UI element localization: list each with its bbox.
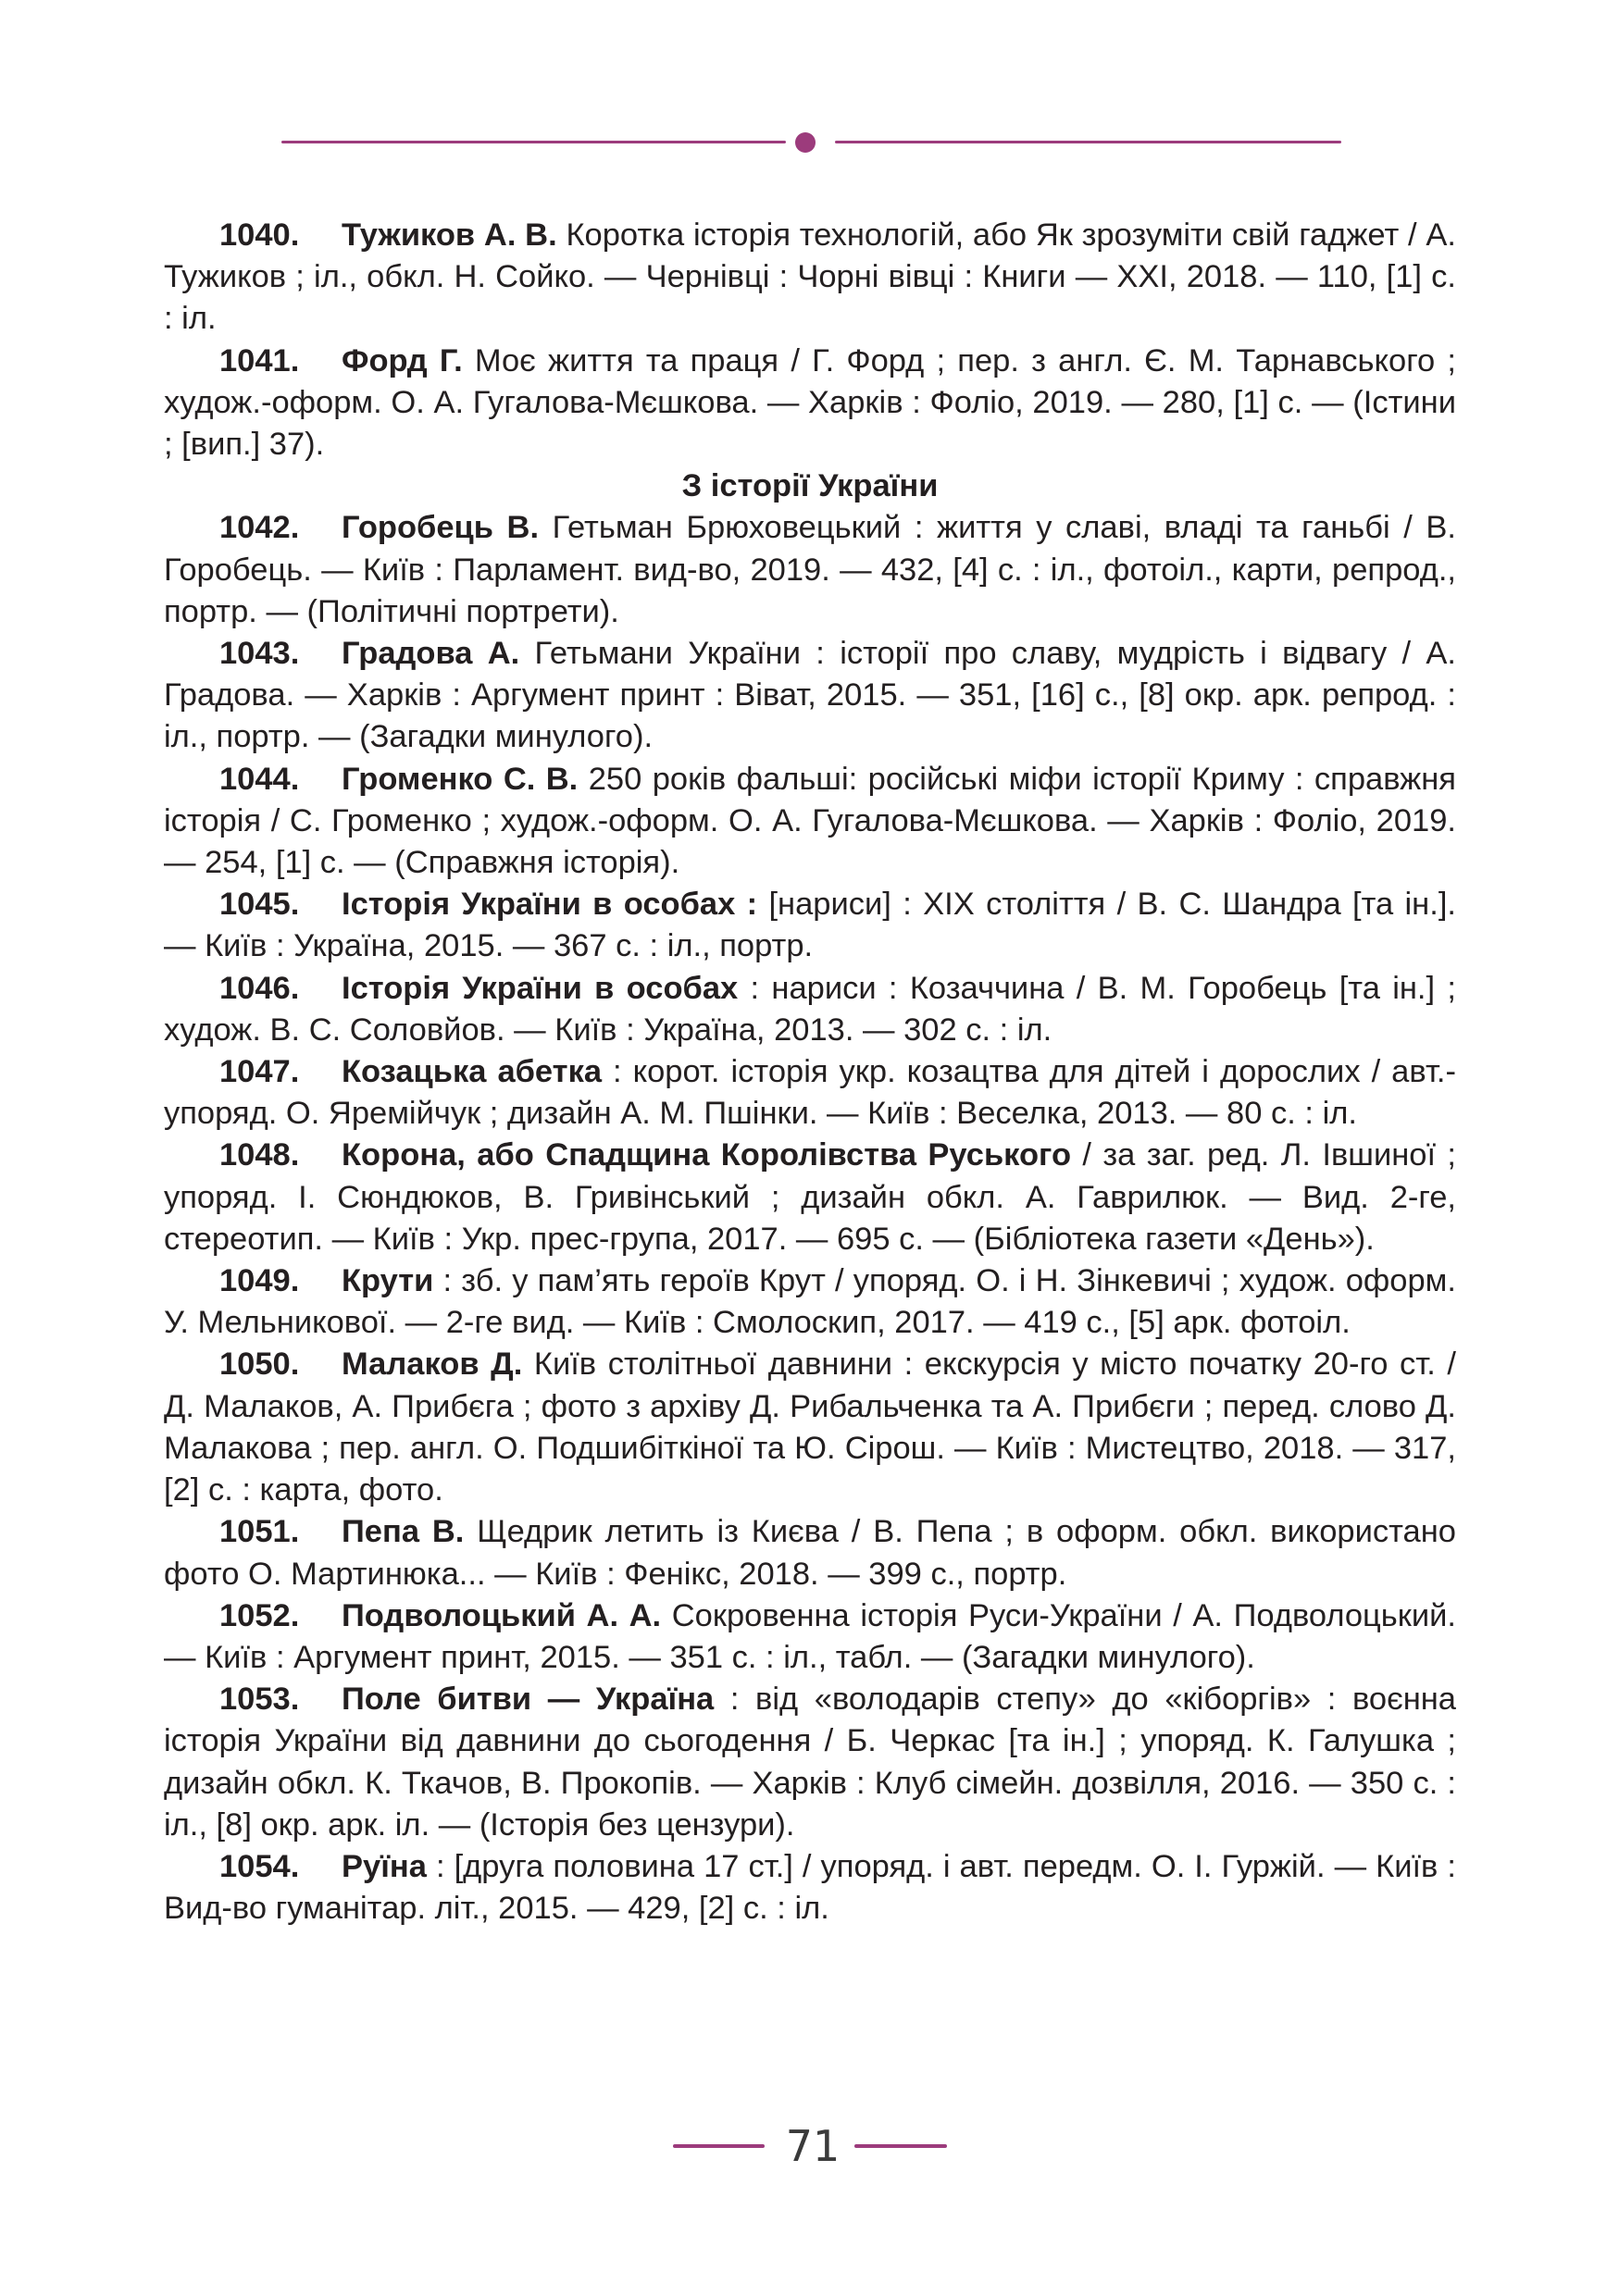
entry-number: 1052. [219,1597,300,1633]
entry-number: 1045. [219,887,300,923]
entry-author: Тужиков А. В. [342,217,557,253]
entry-author: Горобець В. [342,510,540,546]
entry-number: 1051. [219,1514,300,1550]
entry-author: Форд Г. [342,342,463,379]
entry-number: 1047. [219,1054,300,1090]
bibliography-entry [164,1051,1456,1135]
entry-description: Сокровенна історія Руси-України / А. Подволоцький. — Київ : Аргумент принт, 2015. — 351 с. : іл., табл. — (Загадки минулого). [164,1597,1457,1675]
entry-number: 1040. [219,217,300,253]
entry-description: [нариси] : XIX століття / В. С. Шандра [та ін.]. — Київ : Україна, 2015. — 367 с. : іл., портр. [164,887,1456,964]
entry-author: Подволоцький А. А. [342,1597,662,1633]
entry-author: Пепа В. [342,1514,465,1550]
entry-description: : корот. історія укр. козацтва для дітей і дорослих / авт.-упоряд. О. Яремійчук ; дизайн А. М. Пшінки. — Київ : Веселка, 2013. — 80 с. : іл. [164,1054,1456,1132]
entry-author: Громенко С. В. [342,761,579,797]
entry-number: 1043. [219,636,300,672]
bibliography-entry [164,341,1456,466]
entry-description: Київ столітньої давнини : екскурсія у місто початку 20-го ст. / Д. Малаков, А. Прибєга ; фото з архіву Д. Рибальченка та А. Прибєги ; перед. слово Д. Малакова ; пер. англ. О. Подшибіткіної та Ю. Сірош. — Київ : Мистецтво, 2018. — 317, [2] с. : карта, фото. [164,1347,1456,1508]
entry-author: Руїна [342,1848,427,1884]
entry-author: Корона, або Спадщина Королівства Руського [342,1137,1072,1173]
bibliography-entry [164,1679,1456,1846]
entry-number: 1044. [219,761,300,797]
entry-number: 1053. [219,1682,300,1718]
bibliography-entry [164,1135,1456,1260]
bibliography-entry [164,884,1456,967]
bibliography-entry [164,215,1456,341]
footer-left-line [673,2144,765,2148]
entry-description: Щедрик летить із Києва / В. Пепа ; в оформ. обкл. використано фото О. Мартинюка... — Київ : Фенікс, 2018. — 399 с., портр. [164,1514,1456,1592]
top-rule-left-line [281,141,786,143]
bibliography-list [164,215,1456,1930]
entry-description: : [друга половина 17 ст.] / упоряд. і авт. передм. О. І. Гуржій. — Київ : Вид-во гуманітар. літ., 2015. — 429, [2] с. : іл. [164,1848,1456,1927]
entry-number: 1050. [219,1347,300,1383]
entry-author: Історія України в особах : [342,887,758,923]
entry-description: Моє життя та праця / Г. Форд ; пер. з англ. Є. М. Тарнавського ; худож.-оформ. О. А. Гугалова-Мєшкова. — Харків : Фоліо, 2019. — 280, [1] с. — (Істини ; [вип.] 37). [164,342,1456,463]
bibliography-entry [164,1260,1456,1344]
entry-description: Гетьмани України : історії про славу, мудрість і відвагу / А. Градова. — Харків : Аргумент принт : Віват, 2015. — 351, [16] с., [8] окр. арк. репрод. : іл., портр. — (Загадки минулого). [164,636,1456,755]
entry-description: : нариси : Козаччина / В. М. Горобець [та ін.] ; худож. В. С. Соловйов. — Київ : Україна, 2013. — 302 с. : іл. [164,970,1456,1048]
entry-description: : зб. у пам’ять героїв Крут / упоряд. О. і Н. Зінкевичі ; худож. оформ. У. Мельникової. — 2-ге вид. — Київ : Смолоскип, 2017. — 419 с., [5] арк. фотоіл. [164,1263,1456,1341]
entry-description: 250 років фальші: російські міфи історії Криму : справжня історія / С. Громенко ; худож.-оформ. О. А. Гугалова-Мєшкова. — Харків : Фоліо, 2019. — 254, [1] с. — (Справжня історія). [164,761,1456,881]
entry-author: Козацька абетка [342,1054,603,1090]
entry-number: 1046. [219,970,300,1006]
bibliography-entry [164,507,1456,633]
entry-number: 1041. [219,342,300,379]
bibliography-entry [164,633,1456,759]
top-decorative-rule [281,132,1341,153]
entry-number: 1054. [219,1848,300,1884]
bibliography-entry [164,1511,1456,1595]
entries-before-section [164,215,1456,465]
bibliography-entry [164,1595,1456,1679]
entry-author: Малаков Д. [342,1347,523,1383]
entry-description: / за заг. ред. Л. Івшиної ; упоряд. І. Сюндюков, В. Гривінський ; дизайн обкл. А. Гаврилюк. — Вид. 2-ге, стереотип. — Київ : Укр. прес-група, 2017. — 695 с. — (Бібліотека газети «День»). [164,1137,1457,1257]
bibliography-entry [164,968,1456,1051]
entries-section [164,507,1456,1930]
entry-description: Гетьман Брюховецький : життя у славі, владі та ганьбі / В. Горобець. — Київ : Парламент. вид-во, 2019. — 432, [4] с. : іл., фотоіл., карти, репрод., портр. — (Політичні портрети). [164,510,1456,629]
bibliography-entry [164,1846,1456,1930]
entry-description: : від «володарів степу» до «кіборгів» : воєнна історія України від давнини до сьогодення / Б. Черкас [та ін.] ; упоряд. К. Галушка ; дизайн обкл. К. Ткачов, В. Прокопів. — Харків : Клуб сімейн. дозвілля, 2016. — 350 с. : іл., [8] окр. арк. іл. — (Історія без цензури). [164,1682,1456,1843]
entry-number: 1048. [219,1137,300,1173]
entry-number: 1042. [219,510,300,546]
entry-author: Крути [342,1263,434,1299]
bibliography-entry [164,1344,1456,1511]
page-number: 71 [785,2121,841,2171]
top-rule-right-line [835,141,1341,143]
bibliography-entry [164,759,1456,885]
entry-author: Історія України в особах [342,970,739,1006]
entry-number: 1049. [219,1263,300,1299]
entry-author: Градова А. [342,636,520,672]
entry-description: Коротка історія технологій, або Як зрозуміти свій гаджет / А. Тужиков ; іл., обкл. Н. Сойко. — Чернівці : Чорні вівці : Книги — XXI, 2018. — 110, [1] с. : іл. [164,217,1456,337]
page-footer [0,2117,1619,2173]
top-rule-dot [795,132,816,153]
footer-right-line [854,2144,947,2148]
entry-author: Поле битви — Україна [342,1682,715,1718]
section-title: З історії України [681,468,939,504]
